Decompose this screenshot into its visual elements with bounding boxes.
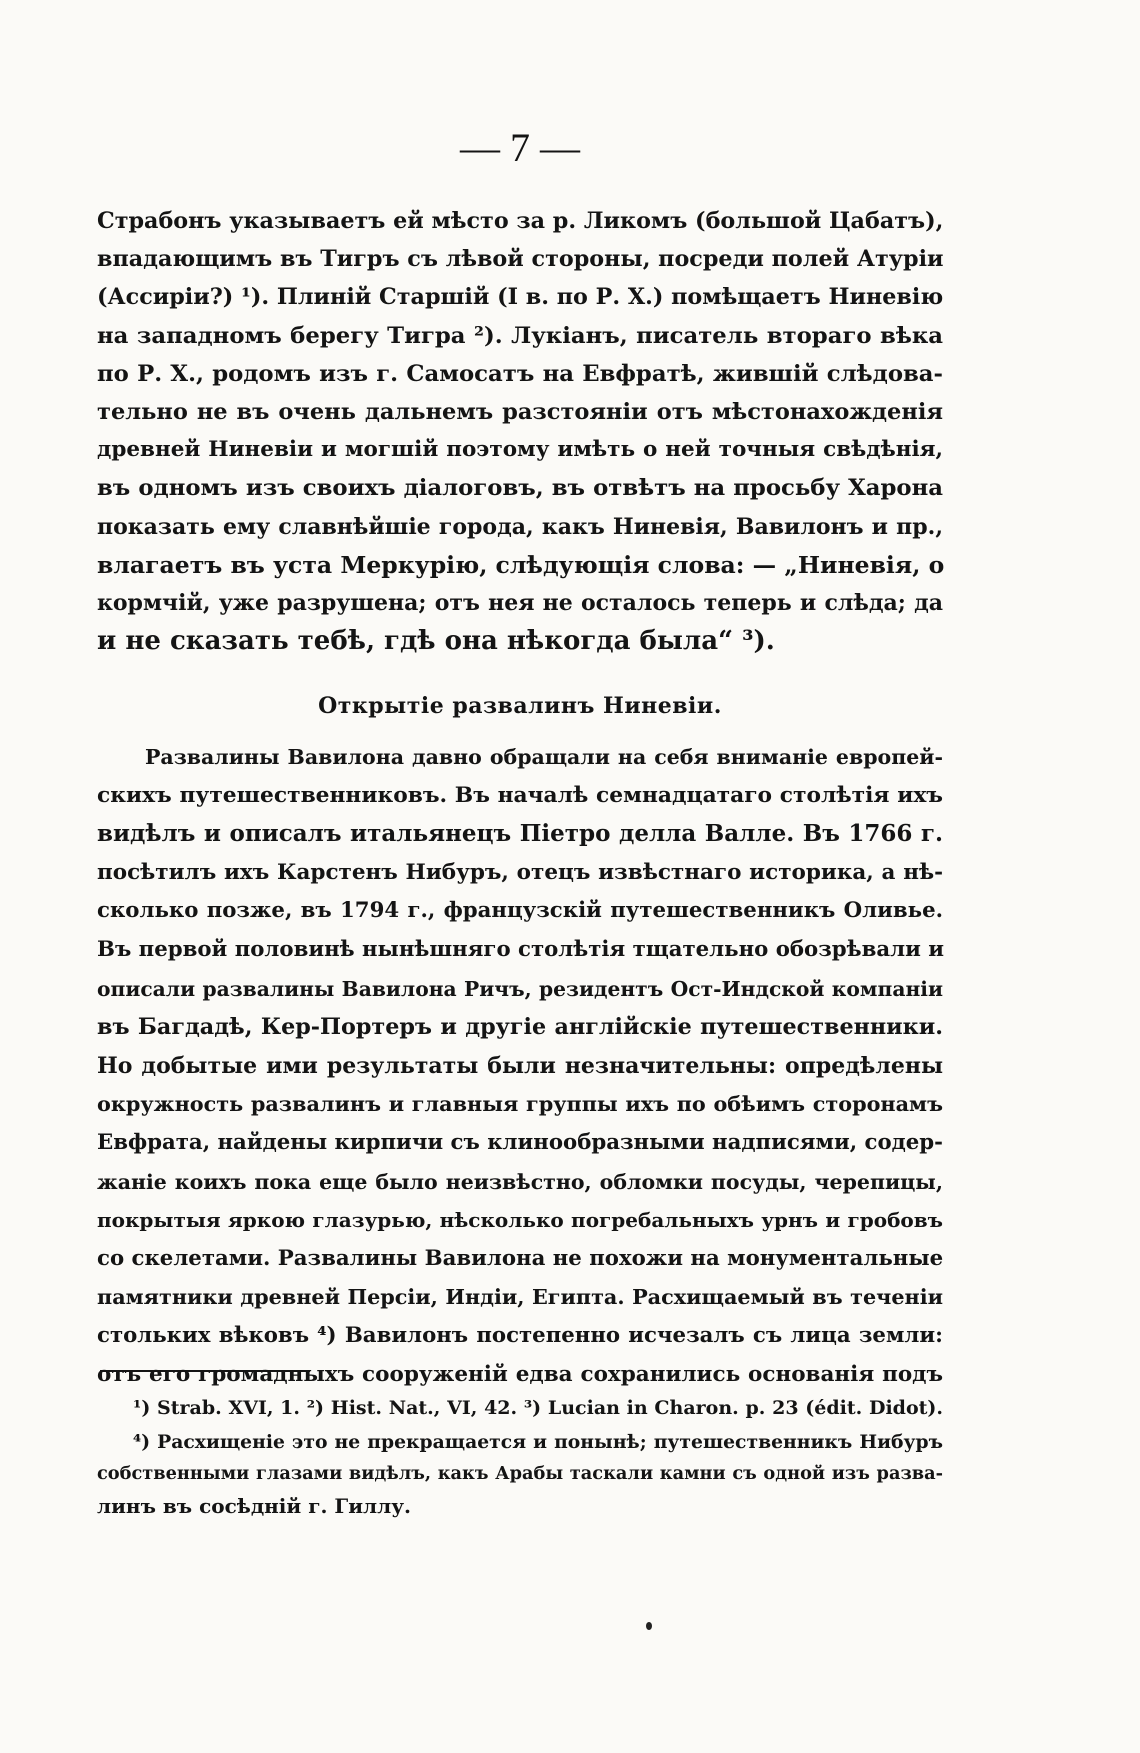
footnote-line: собственными глазами видѣлъ, какъ Арабы таскали камни съ одной изъ развa-	[97, 1463, 943, 1484]
text-line: по Р. Х., родомъ изъ г. Самосатъ на Евфратѣ, жившій слѣдова-	[97, 360, 943, 387]
text-line: Развалины Вавилона давно обращали на себя вниманіе европей-	[145, 745, 943, 769]
text-line: видѣлъ и описалъ итальянецъ Піетро делла Валле. Въ 1766 г.	[97, 820, 943, 848]
footnote-line: ⁴) Расхищеніе это не прекращается и понынѣ; путешественникъ Нибуръ	[133, 1431, 943, 1453]
text-line: тельно не въ очень дальнемъ разстояніи отъ мѣстонахожденія	[97, 398, 943, 425]
text-line: показать ему славнѣйшіе города, какъ Ниневія, Вавилонъ и пр.,	[97, 513, 943, 540]
text-line: въ одномъ изъ своихъ діалоговъ, въ отвѣтъ на просьбу Харона	[97, 475, 943, 502]
text-line: покрытыя яркою глазурью, нѣсколько погребальныхъ урнъ и гробовъ	[97, 1208, 943, 1233]
section-heading: Открытіе развалинъ Ниневіи.	[318, 693, 722, 719]
text-line: стольких вѣковъ ⁴) Вавилонъ постепенно исчезалъ съ лица земли:	[97, 1322, 943, 1348]
page-number: — 7 —	[460, 125, 580, 170]
text-line: на западномъ берегу Тигра ²). Лукіанъ, писатель втораго вѣка	[97, 322, 943, 349]
footnote-line: линъ въ сосѣдній г. Гиллу.	[97, 1494, 411, 1518]
text-line: (Ассиріи?) ¹). Плиній Старшій (I в. по Р. Х.) помѣщаетъ Ниневію	[97, 284, 944, 311]
text-line: древней Ниневіи и могшій поэтому имѣть о ней точныя свѣдѣнія,	[97, 437, 943, 463]
paragraph-1	[97, 202, 943, 660]
text-line: скихъ путешественниковъ. Въ началѣ семнадцатаго столѣтія ихъ	[97, 782, 943, 808]
text-line: въ Багдадѣ, Кер-Портеръ и другіе англійскіе путешественники.	[97, 1014, 943, 1041]
footnote-2	[97, 1426, 943, 1522]
text-line: описали развалины Вавилона Ричъ, резидентъ Ост-Индской компаніи	[97, 976, 943, 1001]
paragraph-2	[97, 738, 943, 1394]
text-line: кормчій, уже разрушена; отъ нея не осталось теперь и слѣда; да	[97, 589, 943, 616]
text-line: Страбонъ указываетъ ей мѣсто за р. Ликомъ (большой Цабатъ),	[97, 208, 944, 234]
text-line: посѣтилъ ихъ Карстенъ Нибуръ, отецъ извѣстнаго историка, а нѣ-	[97, 859, 943, 885]
footnote-1	[97, 1392, 943, 1424]
text-line: влагаетъ въ уста Меркурію, слѣдующія слова: — „Ниневія, о	[97, 550, 945, 579]
text-line: Евфрата, найдены кирпичи съ клинообразными надписями, содер-	[97, 1129, 943, 1155]
text-line: памятники древней Персіи, Индіи, Египта. Расхищаемый въ теченіи	[97, 1285, 943, 1310]
text-line: Въ первой половинѣ нынѣшняго столѣтія тщательно обозрѣвали и	[97, 936, 945, 962]
text-line: окружность развалинъ и главныя группы ихъ по обѣимъ сторонамъ	[97, 1092, 943, 1117]
text-line: отъ его громадныхъ сооруженій едва сохранились основанія подъ	[97, 1361, 943, 1387]
text-line: Но добытые ими результаты были незначительны: опредѣлены	[97, 1052, 943, 1079]
footnote-divider	[100, 1370, 310, 1372]
text-line: жаніе коихъ пока еще было неизвѣстно, обломки посуды, черепицы,	[97, 1169, 943, 1194]
text-line: и не сказать тебѣ, гдѣ она нѣкогда была“ ³).	[97, 626, 775, 657]
ink-speck	[646, 1622, 652, 1630]
text-line: сколько позже, въ 1794 г., французскій путешественникъ Оливье.	[97, 898, 943, 924]
text-line: со скелетами. Развалины Вавилона не похожи на монументальные	[97, 1245, 944, 1271]
footnote-line: ¹) Strab. XVI, 1. ²) Hist. Nat., VI, 42. ³) Lucian in Charon. p. 23 (édit. Didot).	[133, 1397, 943, 1419]
text-line: впадающимъ въ Тигръ съ лѣвой стороны, посреди полей Атуріи	[97, 246, 944, 273]
